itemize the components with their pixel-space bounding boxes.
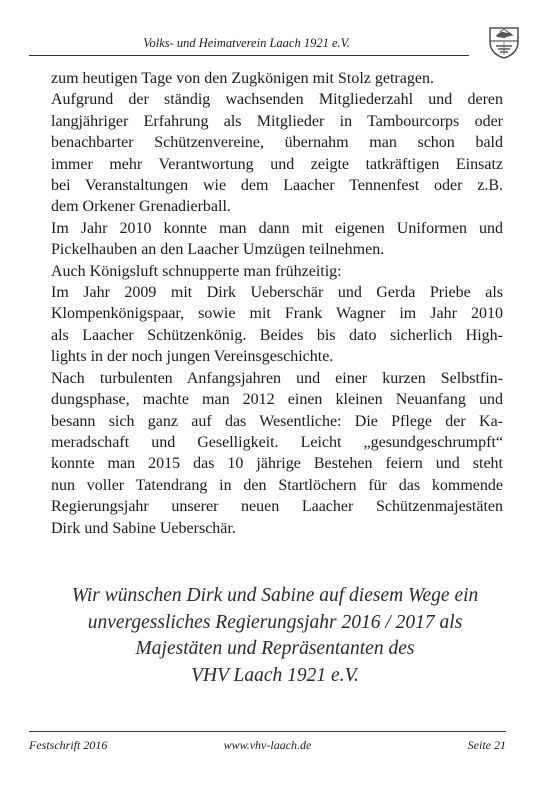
text-line: nun voller Tatendrang in den Startlöchern für das kommende [51,476,503,494]
text-line: als Laacher Schützenkönig. Beides bis dato sicherlich High- [51,326,503,344]
text-line: Im Jahr 2009 mit Dirk Ueberschär und Gerda Priebe als [51,284,503,302]
footer-website: www.vhv-laach.de [223,738,312,752]
text-line: immer mehr Verantwortung und zeigte tatkräftigen Einsatz [51,155,503,173]
page-header [29,20,524,60]
text-line: Pickelhauben an den Laacher Umzügen teilnehmen. [51,241,385,259]
text-line: Nach turbulenten Anfangsjahren und einer kurzen Selbstfin- [51,369,503,387]
paragraph [51,282,503,368]
footer-page-number: Seite 21 [467,738,506,752]
text-line: konnte man 2015 das 10 jährige Bestehen feiern und steht [51,455,503,473]
paragraph [51,368,503,539]
header-title: Volks- und Heimatverein Laach 1921 e.V. [143,36,350,50]
text-line: zum heutigen Tage von den Zugkönigen mit Stolz getragen. [51,70,434,87]
closing-wish [30,583,520,689]
quote-line: Majestäten und Repräsentanten des [135,638,415,659]
footer-publication: Festschrift 2016 [29,738,108,752]
page-footer [29,738,506,754]
text-line: Aufgrund der ständig wachsenden Mitgliederzahl und deren [51,91,503,109]
text-line: bei Veranstaltungen wie dem Laacher Tennenfest oder z.B. [51,177,503,195]
quote-line: unvergessliches Regierungsjahr 2016 / 2017 als [87,611,463,633]
paragraph [51,261,503,282]
text-line: Auch Königsluft schnupperte man frühzeitig: [51,262,342,280]
text-line: dem Orkener Grenadierball. [51,198,231,216]
text-line: meradschaft und Geselligkeit. Leicht „gesundgeschrumpft“ [51,433,503,451]
header-rule [29,55,469,56]
paragraph [51,218,503,261]
quote-line: VHV Laach 1921 e.V. [191,664,359,686]
footer-rule [29,731,506,732]
coat-of-arms-icon [486,24,522,60]
text-line: lights in der noch jungen Vereinsgeschichte. [51,348,334,366]
paragraph [51,89,503,217]
article-body [51,68,503,539]
text-line: langjähriger Erfahrung als Mitglieder in Tambourcorps oder [51,112,503,130]
paragraph [51,68,503,89]
text-line: Dirk und Sabine Ueberschär. [51,519,236,537]
text-line: Im Jahr 2010 konnte man dann mit eigenen Uniformen und [51,219,503,237]
text-line: Regierungsjahr unserer neuen Laacher Schützenmajestäten [51,498,503,516]
text-line: besann sich ganz auf das Wesentliche: Die Pflege der Ka- [51,412,503,430]
text-line: benachbarter Schützenvereine, übernahm man schon bald [51,134,503,152]
text-line: dungsphase, machte man 2012 einen kleinen Neuanfang und [51,391,503,409]
quote-line: Wir wünschen Dirk und Sabine auf diesem Wege ein [71,585,479,606]
text-line: Klompenkönigspaar, sowie mit Frank Wagner im Jahr 2010 [51,305,503,323]
